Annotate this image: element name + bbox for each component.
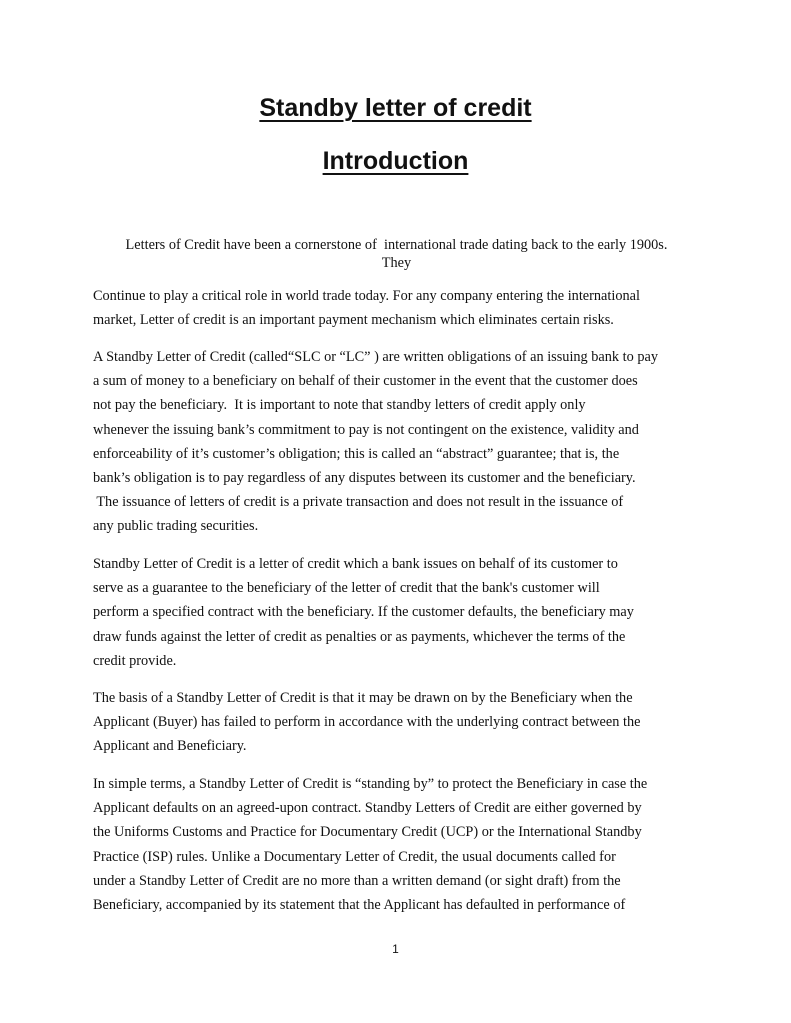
document-title: Standby letter of credit <box>259 94 532 122</box>
text-line: Applicant defaults on an agreed-upon contract. Standby Letters of Credit are either governed by <box>93 800 642 817</box>
text-line: perform a specified contract with the beneficiary. If the customer defaults, the beneficiary may <box>93 604 634 621</box>
text-line: They <box>381 255 412 271</box>
text-line: enforceability of it’s customer’s obligation; this is called an “abstract” guarantee; that is, the <box>93 445 620 462</box>
paragraph <box>93 552 705 673</box>
text-line: A Standby Letter of Credit (called“SLC or “LC” ) are written obligations of an issuing bank to pay <box>93 349 658 365</box>
text-line: Applicant and Beneficiary. <box>93 738 247 755</box>
text-line: Practice (ISP) rules. Unlike a Documentary Letter of Credit, the usual documents called for <box>93 848 616 865</box>
paragraph <box>93 686 705 759</box>
text-line: market, Letter of credit is an important payment mechanism which eliminates certain risks. <box>93 312 614 329</box>
text-line: The issuance of letters of credit is a private transaction and does not result in the issuance of <box>93 494 624 511</box>
text-line: any public trading securities. <box>93 518 259 535</box>
text-line: Applicant (Buyer) has failed to perform in accordance with the underlying contract between the <box>93 714 641 731</box>
paragraph <box>93 284 705 332</box>
intro-paragraph <box>80 236 713 272</box>
text-line: draw funds against the letter of credit as penalties or as payments, whichever the terms of the <box>93 628 626 645</box>
text-line: Standby Letter of Credit is a letter of credit which a bank issues on behalf of its customer to <box>93 556 618 572</box>
text-line: In simple terms, a Standby Letter of Credit is “standing by” to protect the Beneficiary in case the <box>93 776 648 792</box>
text-line: whenever the issuing bank’s commitment to pay is not contingent on the existence, validity and <box>93 421 639 438</box>
text-line: the Uniforms Customs and Practice for Documentary Credit (UCP) or the International Standby <box>93 824 642 841</box>
text-line: The basis of a Standby Letter of Credit is that it may be drawn on by the Beneficiary when the <box>93 690 633 706</box>
text-line: not pay the beneficiary. It is important to note that standby letters of credit apply only <box>93 397 586 414</box>
paragraph <box>93 345 705 539</box>
text-line: Continue to play a critical role in world trade today. For any company entering the international <box>93 288 640 304</box>
text-line: a sum of money to a beneficiary on behalf of their customer in the event that the customer does <box>93 373 638 390</box>
paragraph <box>93 772 705 917</box>
text-line: serve as a guarantee to the beneficiary of the letter of credit that the bank's customer will <box>93 580 600 597</box>
section-heading: Introduction <box>322 147 469 175</box>
text-line: Beneficiary, accompanied by its statement that the Applicant has defaulted in performance of <box>93 897 626 914</box>
text-line: credit provide. <box>93 652 177 669</box>
text-line: Letters of Credit have been a cornerstone of international trade dating back to the early 1900s. <box>125 237 668 253</box>
text-line: under a Standby Letter of Credit are no more than a written demand (or sight draft) from the <box>93 872 621 889</box>
text-line: bank’s obligation is to pay regardless of any disputes between its customer and the beneficiary. <box>93 470 636 487</box>
page-number: 1 <box>392 942 399 956</box>
